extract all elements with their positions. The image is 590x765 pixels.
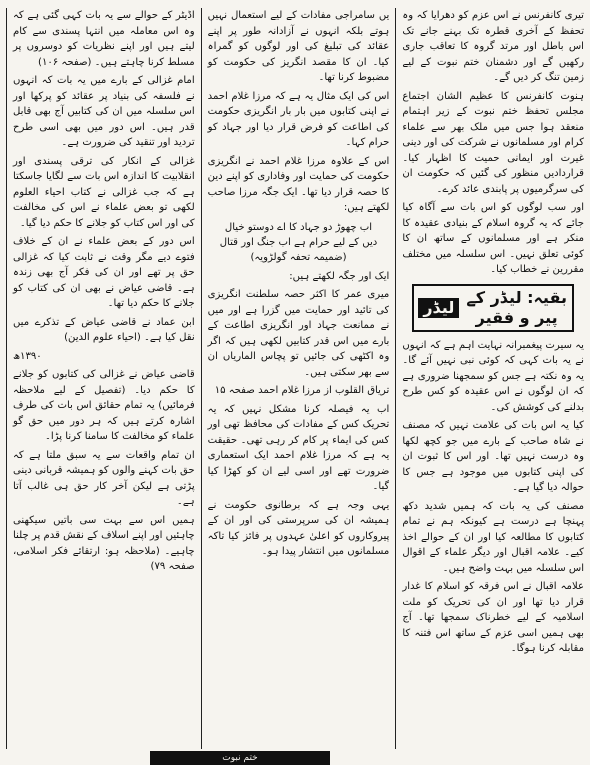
verse-source: (ضمیمہ تحفہ گولڑویہ)	[250, 251, 347, 263]
footer-masthead: ختم نبوت	[150, 751, 330, 765]
paragraph: کیا یہ اس بات کی علامت نہیں کہ مصنف نے شاہ صاحب کے بارے میں جو کچھ لکھا وہ درست نہیں تھا۔ اور اس کا ثبوت ان کی اپنی کتابوں میں موجود ہے جس کا حوالہ دیا گیا ہے۔	[402, 420, 584, 493]
paragraph: اس کے علاوہ مرزا غلام احمد نے انگریزی حکومت کی حمایت اور وفاداری کو اپنے دین کا حصہ قرار دیا تھا۔ ایک جگہ مرزا صاحب لکھتے ہیں:	[207, 155, 390, 213]
paragraph: امام غزالی کے بارے میں یہ بات کہ انہوں نے فلسفہ کی بنیاد پر عقائد کو پرکھا اور اس سلسلہ میں ان کی کتابیں آج بھی قابل قدر ہیں۔ اس دور میں بھی اسی طرح تردید اور تنقید کی ضرورت ہے۔	[12, 75, 195, 148]
paragraph: ہنوت کانفرنس کا عظیم الشان اجتماع مجلس تحفظ ختم نبوت کے زیر اہتمام منعقد ہوا جس میں ملک بھر سے علماء کرام اور مسلمانوں نے شرکت کی اور دینی غیرت اور ایمانی حمیت کا اظہار کیا۔ قراردادیں منظور کی گئیں کہ حکومت ان کی سرگرمیوں پر پابندی عائد کرے۔	[402, 90, 584, 195]
paragraph: یہی وجہ ہے کہ برطانوی حکومت نے ہمیشہ ان کی سرپرستی کی اور ان کے پیروکاروں کو اعلیٰ عہدوں پر فائز کیا تاکہ مسلمانوں میں انتشار پیدا ہو۔	[207, 499, 390, 557]
section-heading	[412, 284, 574, 332]
paragraph: ہمیں اس سے بہت سی باتیں سیکھنی چاہئیں اور اپنے اسلاف کے نقش قدم پر چلنا چاہیے۔ (ملاحظہ ہو: ارتقائے فکر اسلامی، صفحہ ۷۹)	[12, 514, 195, 572]
column-left	[6, 8, 195, 749]
paragraph: اور سب لوگوں کو اس بات سے آگاہ کیا جائے کہ یہ گروہ اسلام کے بنیادی عقیدہ کا منکر ہے اور مسلمانوں کے ساتھ ان کا کوئی تعلق نہیں۔ اس سلسلہ میں مختلف مقررین نے خطاب کیا۔	[402, 202, 584, 275]
paragraph: ان تمام واقعات سے یہ سبق ملتا ہے کہ حق بات کہنے والوں کو ہمیشہ قربانی دینی پڑتی ہے لیکن آخر کار حق ہی غالب آتا ہے۔	[12, 449, 195, 507]
verse-line: اب چھوڑ دو جہاد کا اے دوستو خیال	[224, 221, 373, 233]
heading-tag: لیڈر	[418, 298, 459, 318]
verse-block	[208, 220, 390, 265]
paragraph: یہ سیرت پیغمبرانہ نہایت اہم ہے کہ انہوں نے یہ بات کہی کہ کوئی نبی نہیں آئے گا۔ یہ وہ نکتہ ہے جس کو سمجھنا ضروری ہے کہ ان لوگوں نے اس عقیدہ کو کس طرح بدلنے کی کوشش کی۔	[402, 339, 584, 413]
paragraph: غزالی کے انکار کی ترقی پسندی اور انقلابیت کا اندازہ اس بات سے لگایا جاسکتا ہے کہ جب غزالی نے کتاب احیاء العلوم لکھی تو بعض علماء نے اس کی مخالفت کی اور اس کتاب کو جلانے کا حکم دیا گیا۔	[12, 155, 195, 229]
reference: تریاق القلوب از مرزا غلام احمد صفحہ ۱۵	[214, 385, 390, 396]
paragraph: اب یہ فیصلہ کرنا مشکل نہیں کہ یہ تحریک کس کے مفادات کی محافظ تھی اور کس کی ایماء پر کام کر رہی تھی۔ حقیقت یہ ہے کہ مرزا غلام احمد ایک استعماری ضرورت تھے اور اسی لیے ان کو کھڑا کیا گیا۔	[207, 403, 390, 492]
paragraph: اڈیٹر کے حوالے سے یہ بات کہی گئی ہے کہ وہ اس معاملہ میں انتہا پسندی سے کام لیتے ہیں اور اپنے نظریات کو دوسروں پر مسلط کرنا چاہتے ہیں۔ (صفحہ ۱۰۶)	[12, 10, 195, 68]
paragraph: اس کی ایک مثال یہ ہے کہ مرزا غلام احمد نے اپنی کتابوں میں بار بار انگریزی حکومت کی اطاعت کو فرض قرار دیا اور جہاد کو حرام کہا۔	[207, 90, 390, 148]
paragraph: قاضی عیاض نے غزالی کی کتابوں کو جلانے کا حکم دیا۔ (تفصیل کے لیے ملاحظہ فرمائیں) یہ تمام حقائق اس بات کی طرف اشارہ کرتے ہیں کہ ہر دور میں حق گو علماء کو مخالفت کا سامنا کرنا پڑا۔	[12, 369, 195, 442]
heading-text: بقیہ: لیڈر کے پیر و فقیر	[466, 287, 567, 327]
column-right	[395, 8, 584, 749]
paragraph: مصنف کی یہ بات کہ ہمیں شدید دکھ پہنچا ہے درست ہے کیونکہ ہم نے تمام کتابوں کا مطالعہ کیا اور ان کے حوالے اخذ کیے۔ علامہ اقبال اور دیگر علماء کے اقوال اس سلسلہ میں بہت واضح ہیں۔	[402, 500, 584, 574]
paragraph: علامہ اقبال نے اس فرقہ کو اسلام کا غدار قرار دیا تھا اور ان کی تحریک کو ملت اسلامیہ کے لیے خطرناک سمجھا تھا۔ آج بھی ہمیں اسی عزم کے ساتھ اس فتنہ کا مقابلہ کرنا ہوگا۔	[402, 581, 584, 654]
paragraph: اس دور کے بعض علماء نے ان کے خلاف فتوے دیے مگر وقت نے ثابت کیا کہ غزالی حق پر تھے اور ان کی فکر آج بھی زندہ ہے۔ قاضی عیاض نے بھی ان کی کتاب کو جلانے کا حکم دیا تھا۔	[12, 236, 195, 309]
paragraph: یں سامراجی مفادات کے لیے استعمال نہیں ہوتے بلکہ انہوں نے آزادانہ طور پر اپنے عقائد کی تبلیغ کی اور لوگوں کو گمراہ کیا۔ ان کا مقصد انگریز کی حکومت کو مضبوط کرنا تھا۔	[207, 10, 390, 83]
paragraph: تیری کانفرنس نے اس عزم کو دھرایا کہ وہ تحفظ کے آخری قطرہ تک بہنے جانے تک اس باطل اور مرتد گروہ کا تعاقب جاری رکھیں گے اور دشمنان ختم نبوت کے لیے زمین تنگ کر دیں گے۔	[402, 10, 584, 83]
verse-line: دیں کے لیے حرام ہے اب جنگ اور قتال	[219, 236, 378, 248]
date-label: ۱۳۹۰ھ	[12, 350, 42, 362]
column-middle	[201, 8, 390, 749]
paragraph: میری عمر کا اکثر حصہ سلطنت انگریزی کی تائید اور حمایت میں گزرا ہے اور میں نے ممانعت جہاد اور انگریزی اطاعت کے بارے میں اس قدر کتابیں لکھی ہیں کہ اگر وہ اکٹھی کی جائیں تو پچاس الماریاں ان سے بھر سکتی ہیں۔	[207, 289, 390, 378]
paragraph: ایک اور جگہ لکھتے ہیں:	[289, 270, 390, 282]
reference: ابن عماد نے قاضی عیاض کے تذکرے میں نقل کیا ہے۔ (احیاء علوم الدین)	[12, 316, 195, 343]
